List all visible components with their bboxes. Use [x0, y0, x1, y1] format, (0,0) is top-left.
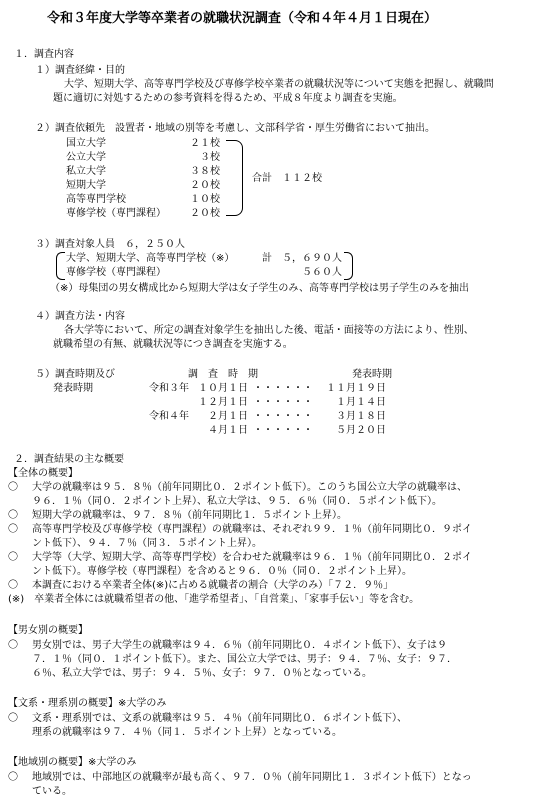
bullet-icon: 〇 — [8, 510, 18, 521]
school-name: 専修学校（専門課程） — [66, 208, 166, 219]
field-label: 【文系・理系別の概要】※大学のみ — [8, 698, 167, 709]
target-row-1-name: 大学、短期大学、高等専門学校（※） — [66, 253, 235, 264]
subsection-5-heading-2: 発表時期 — [53, 383, 93, 394]
schedule-date: １０月１日 — [198, 383, 248, 394]
overview-item-2: 短期大学の就職率は、９７．８％（前年同期比１．５ポイント上昇）。 — [32, 510, 347, 521]
overview-item-1-line-1: 大学の就職率は９５．８％（前年同期比０．２ポイント低下）。このうち国公立大学の就職率は、 — [32, 482, 467, 493]
target-row-1-count: 計 ５，６９０人 — [262, 253, 342, 264]
schedule-dots: ・・・・・・ — [253, 397, 313, 408]
school-name: 私立大学 — [66, 166, 106, 177]
school-name: 公立大学 — [66, 152, 106, 163]
subsection-4-line-1: 各大学等において、所定の調査対象学生を抽出した後、電話・面接等の方法により、性別、 — [64, 325, 474, 336]
target-note: （※）母集団の男女構成比から短期大学は女子学生のみ、高等専門学校は男子学生のみを抽出 — [50, 283, 469, 294]
subsection-3-heading: ３）調査対象人員 ６，２５０人 — [35, 239, 185, 250]
gender-label: 【男女別の概要】 — [8, 625, 88, 636]
schedule-era: 令和３年 — [149, 383, 189, 394]
bullet-icon: 〇 — [8, 713, 18, 724]
overview-item-4-line-1: 大学等（大学、短期大学、高等専門学校）を合わせた就職率は９６．１％（前年同期比０．２ポイ — [32, 552, 472, 563]
schedule-date: ２月１日 — [208, 411, 248, 422]
school-count: １０校 — [190, 194, 220, 205]
school-name: 国立大学 — [66, 138, 106, 149]
gender-line-1: 男女別では、男子大学生の就職率は９４．６％（前年同期比０．４ポイント低下）、女子は９ — [32, 640, 447, 651]
school-name: 短期大学 — [66, 180, 106, 191]
schedule-dots: ・・・・・・ — [253, 425, 313, 436]
field-line-2: 理系の就職率は９７．４％（同１．５ポイント上昇）となっている。 — [32, 727, 342, 738]
release-date: ５月２０日 — [336, 425, 386, 436]
region-line-2: ている。 — [32, 786, 72, 797]
school-count: ３８校 — [190, 166, 220, 177]
bullet-icon: 〇 — [8, 580, 18, 591]
subsection-2-heading: ２）調査依頼先 設置者・地域の別等を考慮し、文部科学省・厚生労働省において抽出。 — [35, 123, 435, 134]
school-count: ３校 — [200, 152, 220, 163]
bullet-icon: 〇 — [8, 772, 18, 783]
gender-line-3: ６％、私立大学では、男子：９４．５％、女子：９７．０％となっている。 — [32, 668, 372, 679]
bullet-icon: 〇 — [8, 482, 18, 493]
bullet-icon: 〇 — [8, 640, 18, 651]
left-bracket — [56, 252, 65, 280]
subsection-4-heading: ４）調査方法・内容 — [35, 311, 125, 322]
school-count: ２０校 — [190, 180, 220, 191]
target-row-2-count: ５６０人 — [302, 267, 342, 278]
right-bracket — [344, 252, 353, 280]
schedule-dots: ・・・・・・ — [253, 383, 313, 394]
subsection-4-line-2: 就職希望の有無、就職状況等につき調査を実施する。 — [53, 339, 293, 350]
subsection-1-line-1: 大学、短期大学、高等専門学校及び専修学校卒業者の就職状況等について実態を把握し、就職問 — [64, 79, 494, 90]
release-date: ３月１８日 — [336, 411, 386, 422]
bullet-icon: 〇 — [8, 552, 18, 563]
school-name: 高等専門学校 — [66, 194, 126, 205]
release-date: １月１４日 — [336, 397, 386, 408]
bullet-icon: 〇 — [8, 524, 18, 535]
target-row-2-name: 専修学校（専門課程） — [66, 267, 166, 278]
schedule-date: ４月１日 — [208, 425, 248, 436]
release-date: １１月１９日 — [326, 383, 386, 394]
release-column-header: 発表時期 — [352, 369, 392, 380]
subsection-1-heading: １）調査経緯・目的 — [35, 65, 125, 76]
school-count: ２０校 — [190, 208, 220, 219]
overview-item-1-line-2: ９６．１％（同０．２ポイント上昇）、私立大学は、９５．６％（同０．５ポイント低下）。 — [32, 496, 442, 507]
subsection-1-line-2: 題に適切に対処するための参考資料を得るため、平成８年度より調査を実施。 — [53, 93, 403, 104]
subsection-5-heading: ５）調査時期及び — [35, 369, 115, 380]
overview-item-3-line-2: ント低下）、９４．７％（同３．５ポイント上昇）。 — [32, 538, 262, 549]
section-2-heading: ２．調査結果の主な概要 — [14, 454, 124, 465]
overview-note: (※) 卒業者全体には就職希望者の他、「進学希望者」、「自営業」、「家事手伝い」等を含む。 — [8, 594, 420, 605]
overview-label: 【全体の概要】 — [8, 468, 78, 479]
schedule-date: １２月１日 — [198, 397, 248, 408]
region-label: 【地域別の概要】※大学のみ — [8, 757, 137, 768]
schedule-dots: ・・・・・・ — [253, 411, 313, 422]
school-count: ２１校 — [190, 138, 220, 149]
page-title: 令和３年度大学等卒業者の就職状況調査（令和４年４月１日現在） — [47, 11, 438, 26]
section-1-heading: １．調査内容 — [14, 49, 74, 60]
overview-item-5: 本調査における卒業者全体(※)に占める就職者の割合（大学のみ）「７２．９％」 — [32, 580, 394, 591]
region-line-1: 地域別では、中部地区の就職率が最も高く、９７．０％（前年同期比１．３ポイント低下）となっ — [32, 772, 472, 783]
gender-line-2: ７．１％（同０．１ポイント低下）。また、国公立大学では、男子：９４．７％、女子：９７． — [32, 654, 457, 665]
school-total: 合計 １１２校 — [252, 173, 322, 184]
field-line-1: 文系・理系別では、文系の就職率は９５．４％（前年同期比０．６ポイント低下）、 — [32, 713, 407, 724]
schedule-column-header: 調 査 時 期 — [188, 369, 258, 380]
overview-item-3-line-1: 高等専門学校及び専修学校（専門課程）の就職率は、それぞれ９９．１％（前年同期比０．９ポイ — [32, 524, 472, 535]
overview-item-4-line-2: ント低下）。専修学校（専門課程）を含めると９６．０％（同０．２ポイント上昇）。 — [32, 566, 412, 577]
schedule-era: 令和４年 — [149, 411, 189, 422]
total-brace — [226, 140, 243, 216]
